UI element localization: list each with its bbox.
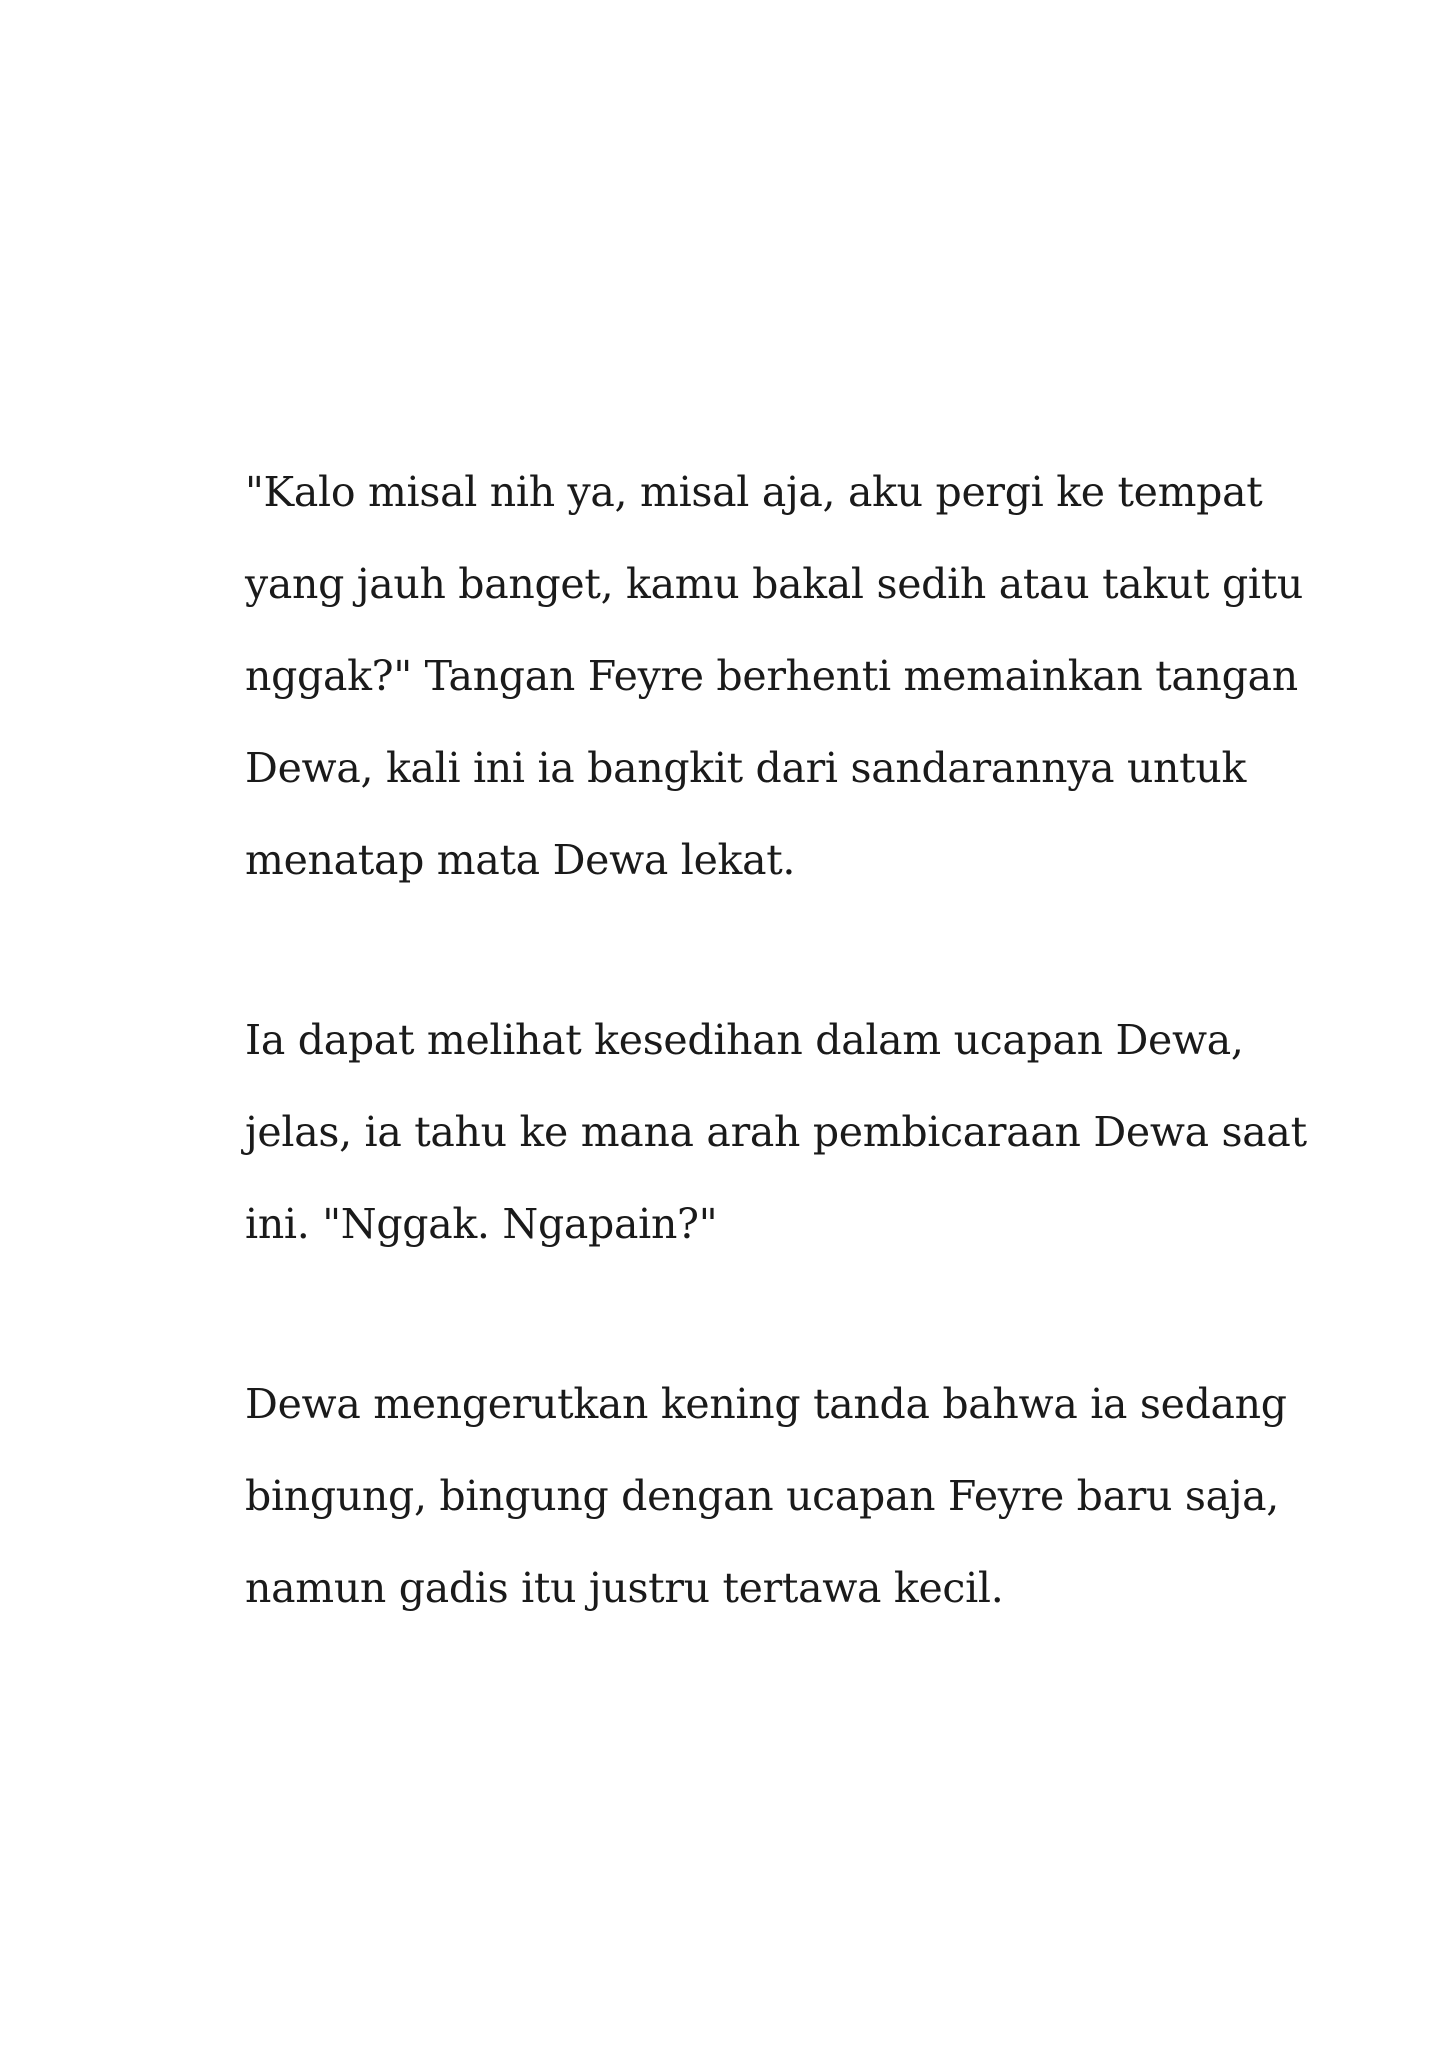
text-line: Dewa, kali ini ia bangkit dari sandarannya untuk xyxy=(245,744,1246,792)
text-line: bingung, bingung dengan ucapan Feyre baru saja, xyxy=(245,1472,1280,1520)
text-line: menatap mata Dewa lekat. xyxy=(245,836,796,884)
text-line: jelas, ia tahu ke mana arah pembicaraan Dewa saat xyxy=(245,1108,1307,1156)
text-line: Dewa mengerutkan kening tanda bahwa ia sedang xyxy=(245,1380,1287,1428)
text-line: ini. "Nggak. Ngapain?" xyxy=(245,1200,718,1248)
paragraph-spacer xyxy=(245,906,1285,994)
paragraph-1 xyxy=(245,446,1303,906)
paragraph-spacer xyxy=(245,1270,1285,1358)
text-line: "Kalo misal nih ya, misal aja, aku pergi ke tempat xyxy=(245,468,1263,516)
story-text xyxy=(245,446,1307,1634)
text-line: namun gadis itu justru tertawa kecil. xyxy=(245,1564,1004,1612)
text-line: nggak?" Tangan Feyre berhenti memainkan tangan xyxy=(245,652,1298,700)
paragraph-3 xyxy=(245,1358,1285,1634)
text-line: yang jauh banget, kamu bakal sedih atau takut gitu xyxy=(245,560,1303,608)
paragraph-2 xyxy=(245,994,1307,1270)
text-line: Ia dapat melihat kesedihan dalam ucapan Dewa, xyxy=(245,1016,1244,1064)
